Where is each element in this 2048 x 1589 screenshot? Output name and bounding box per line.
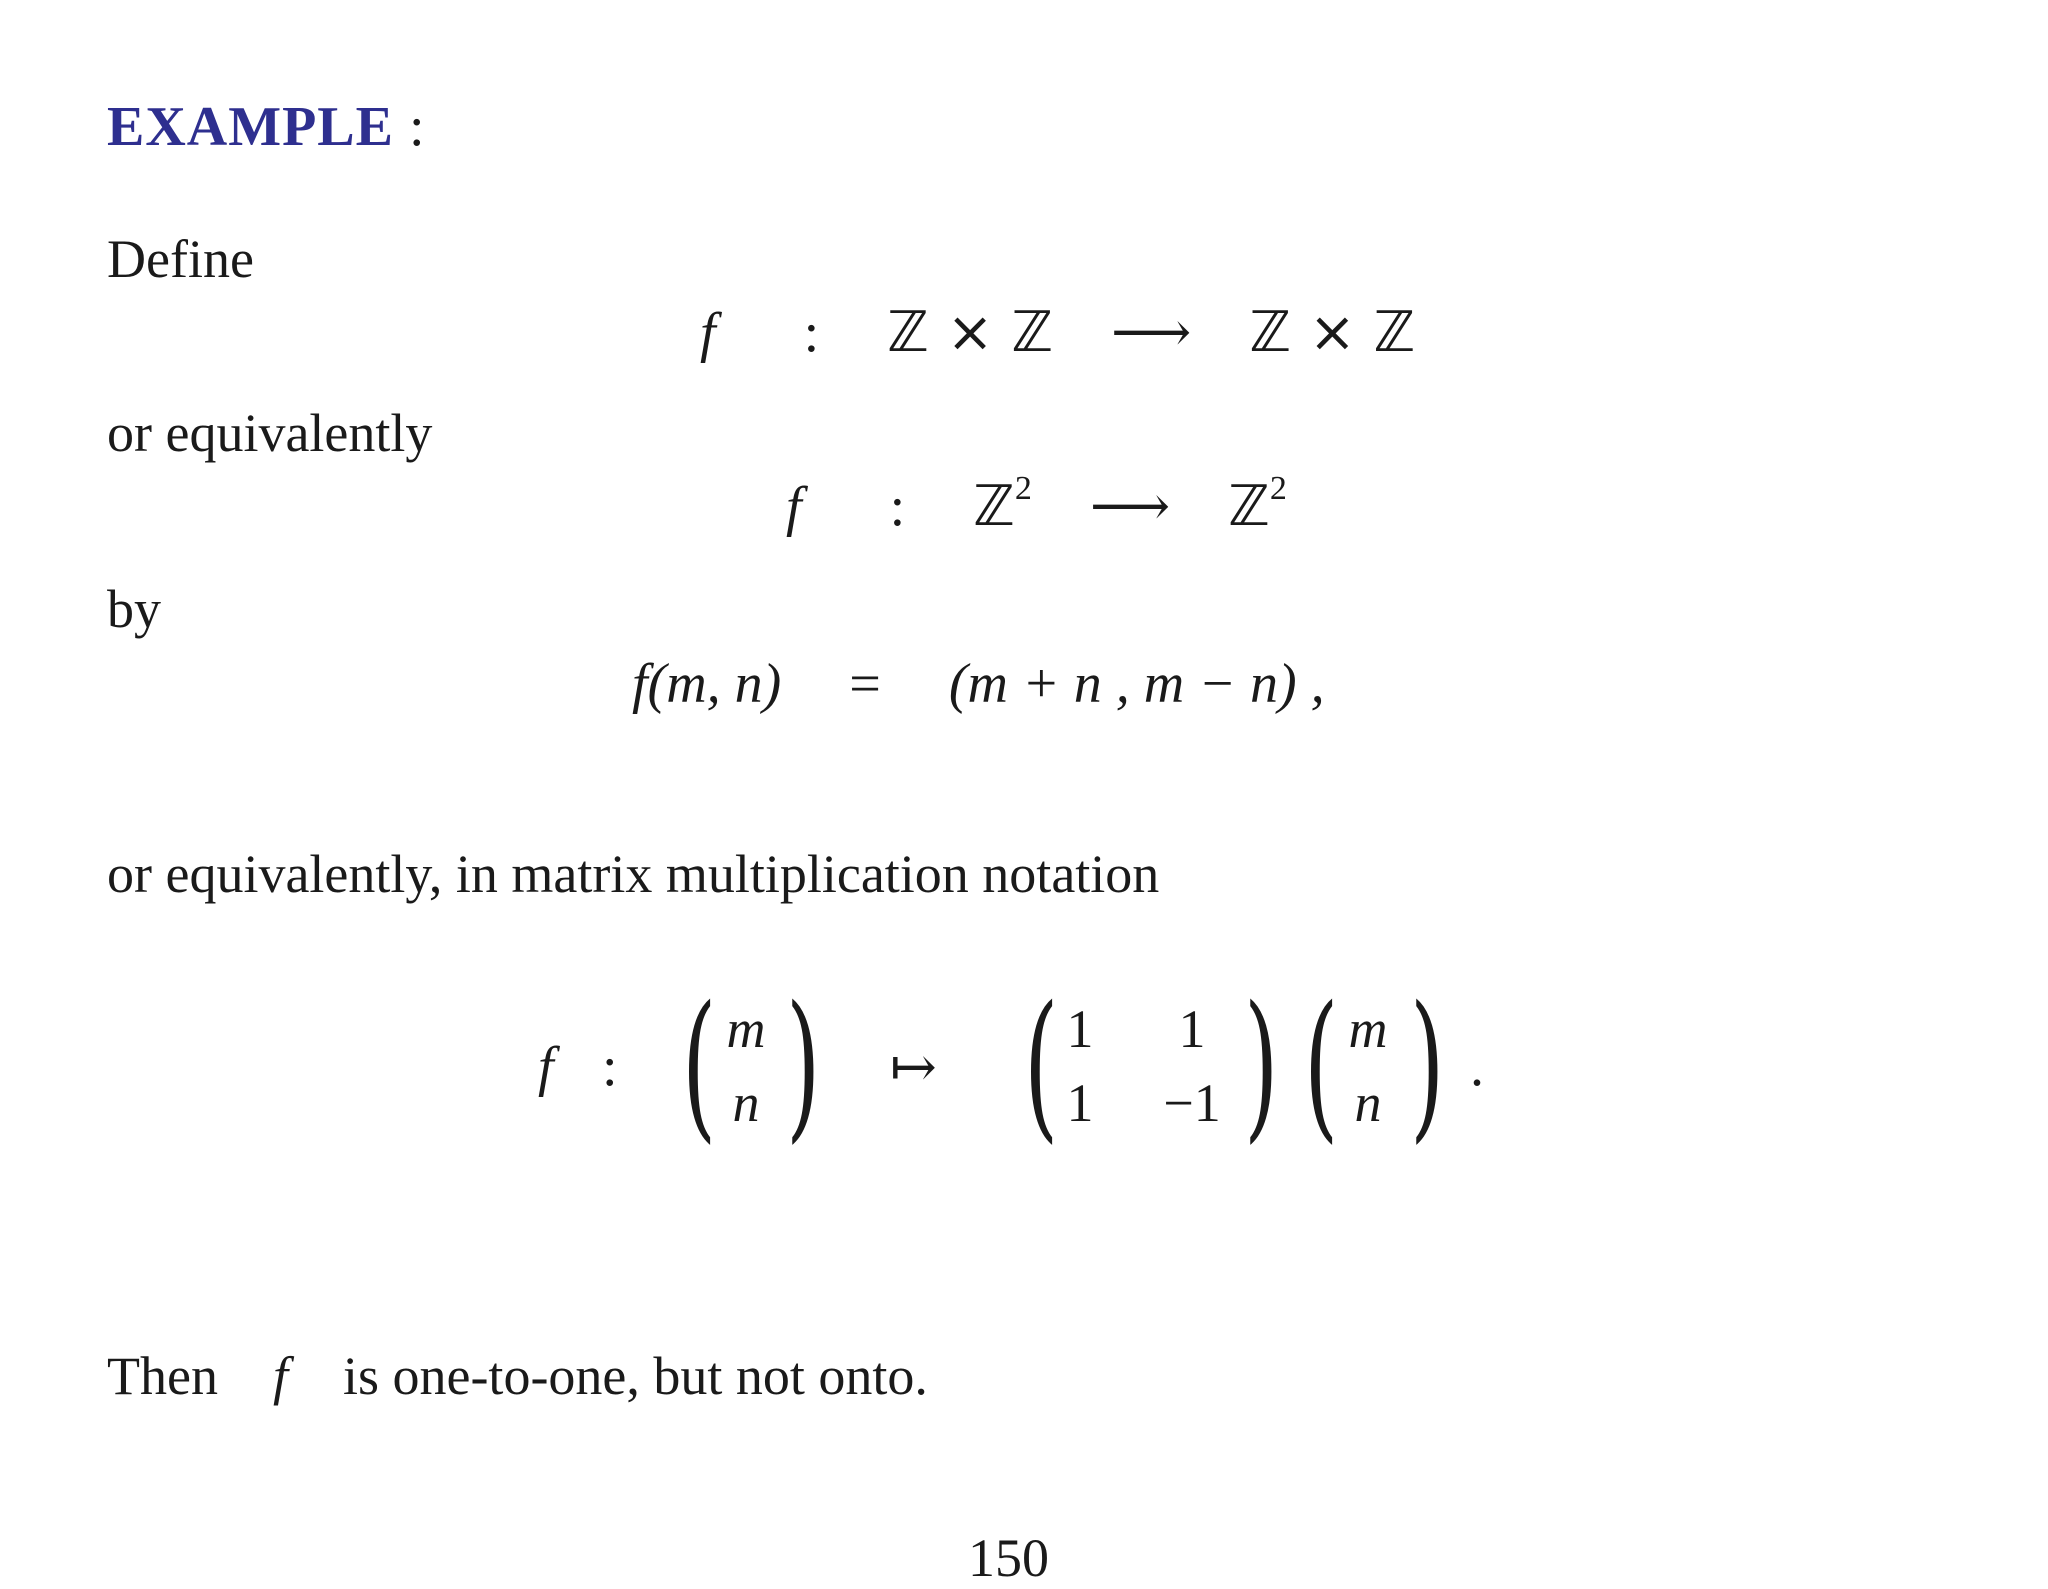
eq1-f: f	[700, 302, 716, 364]
eq2-domain-exponent: 2	[1014, 470, 1032, 507]
by-text: by	[107, 579, 161, 639]
eq4-mapsto: ↦	[890, 1037, 937, 1099]
eq2-arrow: ⟶	[1089, 476, 1171, 538]
eq3-equals: =	[849, 653, 881, 715]
eq1-arrow: ⟶	[1111, 302, 1192, 364]
conclusion-f: f	[272, 1346, 288, 1406]
eq2-f: f	[786, 476, 802, 538]
eq2-codomain-exponent: 2	[1269, 470, 1287, 507]
eq2-domain-base: ℤ	[973, 474, 1015, 539]
heading-colon: :	[409, 96, 426, 158]
conclusion-then: Then	[107, 1346, 218, 1406]
eq3-rhs: (m + n , m − n) ,	[948, 653, 1325, 715]
matrix-cell-12: 1	[1178, 999, 1206, 1059]
eq3-lhs: f(m, n)	[632, 653, 782, 715]
vec2-left-paren: (	[1304, 971, 1339, 1158]
eq1-codomain: ℤ × ℤ	[1249, 300, 1416, 365]
vec1-left-paren: (	[682, 971, 717, 1158]
matrix-cell-22: −1	[1163, 1073, 1221, 1133]
eq2-codomain-base: ℤ	[1228, 474, 1270, 539]
conclusion-rest: is one-to-one, but not onto.	[342, 1346, 928, 1406]
matrix-notation-text: or equivalently, in matrix multiplication notation	[107, 844, 1160, 904]
vec2-right-paren: )	[1410, 971, 1445, 1158]
eq2-colon: :	[889, 476, 906, 538]
matrix-cell-11: 1	[1066, 999, 1094, 1059]
eq4-f: f	[538, 1036, 554, 1098]
matrix-right-paren: )	[1244, 971, 1279, 1158]
conclusion-text	[107, 1345, 928, 1407]
page-number: 150	[968, 1528, 1049, 1588]
vec2-bottom: n	[1354, 1073, 1382, 1133]
vec2-top: m	[1348, 999, 1388, 1059]
equivalently-text: or equivalently	[107, 403, 433, 463]
eq1-colon: :	[803, 302, 820, 364]
vec1-bottom: n	[732, 1073, 760, 1133]
eq4-period: .	[1470, 1036, 1484, 1098]
define-text: Define	[107, 229, 254, 289]
heading-label: EXAMPLE	[107, 96, 394, 158]
eq1-domain: ℤ × ℤ	[887, 300, 1054, 365]
matrix-left-paren: (	[1024, 971, 1059, 1158]
eq4-colon: :	[602, 1036, 618, 1098]
vec1-top: m	[726, 999, 766, 1059]
vec1-right-paren: )	[786, 971, 821, 1158]
matrix-cell-21: 1	[1066, 1073, 1094, 1133]
